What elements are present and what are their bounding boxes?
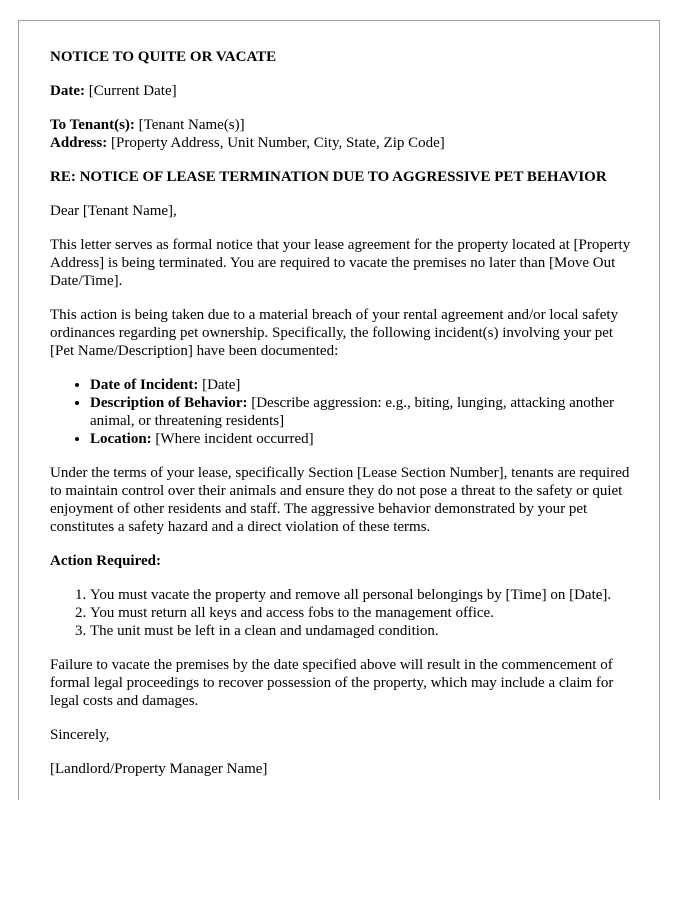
date-value: [Current Date] xyxy=(84,83,177,99)
action-item: 2. You must return all keys and access fobs to the management office. xyxy=(90,604,640,622)
date-line xyxy=(50,82,640,100)
incident-value: [Date] xyxy=(198,377,241,393)
incident-item xyxy=(90,394,640,430)
address-value: [Property Address, Unit Number, City, State, Zip Code] xyxy=(107,135,445,151)
tenant-label: To Tenant(s): xyxy=(50,117,135,133)
re-line: RE: NOTICE OF LEASE TERMINATION DUE TO AGGRESSIVE PET BEHAVIOR xyxy=(50,169,607,185)
notice-title: NOTICE TO QUITE OR VACATE xyxy=(50,49,277,65)
action-item: 3. The unit must be left in a clean and undamaged condition. xyxy=(90,622,640,640)
date-label: Date: xyxy=(50,83,85,99)
action-item: 1. You must vacate the property and remove all personal belongings by [Time] on [Date]. xyxy=(90,586,640,604)
incident-label: Location: xyxy=(90,431,152,447)
salutation: Dear [Tenant Name], xyxy=(50,203,177,219)
signature: [Landlord/Property Manager Name] xyxy=(50,761,268,777)
document-page xyxy=(18,20,660,800)
closing: Sincerely, xyxy=(50,727,110,743)
paragraph-breach: This action is being taken due to a material breach of your rental agreement and/or local safety ordinances regarding pet ownership. Specifically, the following incident(s) involving your pet [Pet Name/Description] have been documented: xyxy=(50,307,619,359)
incident-value: [Describe aggression: e.g., biting, lunging, attacking another animal, or threatening residents] xyxy=(90,395,615,429)
document-content xyxy=(50,48,640,794)
action-list xyxy=(50,586,640,640)
action-heading: Action Required: xyxy=(50,553,161,569)
address-label: Address: xyxy=(50,135,108,151)
paragraph-lease-terms: Under the terms of your lease, specifically Section [Lease Section Number], tenants are required to maintain control over their animals and ensure they do not pose a threat to the safety or quiet enjoyment of other residents and staff. The aggressive behavior demonstrated by your pet constitutes a safety hazard and a direct violation of these terms. xyxy=(50,465,630,535)
recipient-block xyxy=(50,116,640,152)
incident-label: Description of Behavior: xyxy=(90,395,248,411)
incident-list xyxy=(50,376,640,448)
incident-value: [Where incident occurred] xyxy=(151,431,314,447)
paragraph-failure: Failure to vacate the premises by the date specified above will result in the commencement of formal legal proceedings to recover possession of the property, which may include a claim for legal costs and damages. xyxy=(50,657,614,709)
incident-item xyxy=(90,430,640,448)
incident-item xyxy=(90,376,640,394)
incident-label: Date of Incident: xyxy=(90,377,199,393)
paragraph-termination: This letter serves as formal notice that your lease agreement for the property located at [Property Address] is being terminated. You are required to vacate the premises no later than [Move Out Date/Time]. xyxy=(50,237,631,289)
tenant-value: [Tenant Name(s)] xyxy=(134,117,245,133)
